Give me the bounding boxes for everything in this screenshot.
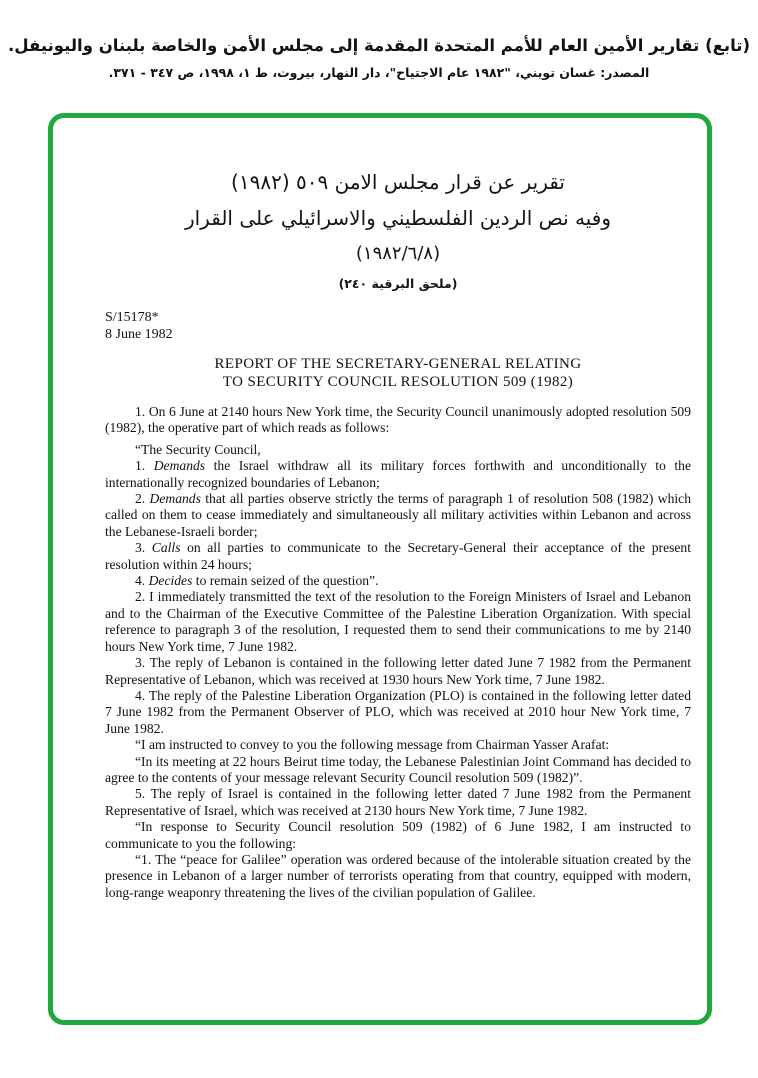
text-run: 5. The reply of Israel is contained in the following letter dated 7 June 1982 from the Permanent Representative of Israel, which was received at 2130 hours New York time, 7 June 1982. [105, 786, 691, 818]
arabic-title-line-2: وفيه نص الردين الفلسطيني والاسرائيلي على القرار [184, 206, 612, 230]
paragraph [105, 737, 691, 753]
text-run: the Israel withdraw all its military forces forthwith and unconditionally to the internationally recognized boundaries of Lebanon; [105, 458, 692, 490]
paragraph [105, 655, 691, 688]
paragraph [105, 754, 691, 787]
arabic-title-annex: (ملحق البرقية ٢٤٠) [338, 276, 458, 291]
page-header [0, 34, 758, 82]
text-run: 4. The reply of the Palestine Liberation Organization (PLO) is contained in the following letter dated 7 June 1982 from the Permanent Observer of PLO, which was received at 2010 hour New York time, 7 June 1982. [105, 687, 691, 736]
paragraph [105, 573, 691, 589]
text-run: “The Security Council, [135, 441, 261, 457]
body-paragraphs [105, 404, 691, 901]
text-run: 3. The reply of Lebanon is contained in the following letter dated June 7 1982 from the Permanent Representative of Lebanon, which was received at 1930 hours New York time, 7 June 1982. [105, 655, 691, 687]
italic-term: Decides [148, 573, 193, 589]
document-id-block [105, 310, 691, 343]
header-title-line: (تابع) تقارير الأمين العام للأمم المتحدة المقدمة إلى مجلس الأمن والخاصة بلبنان واليونيفل. [7, 36, 751, 55]
text-run: on all parties to communicate to the Secretary-General their acceptance of the present resolution within 24 hours; [105, 540, 691, 572]
english-title-line-2: TO SECURITY COUNCIL RESOLUTION 509 (1982) [222, 374, 574, 390]
text-run: to remain seized of the question”. [192, 573, 379, 589]
paragraph [105, 819, 691, 852]
paragraph [105, 852, 691, 901]
text-run: 4. [135, 573, 149, 589]
paragraph [105, 688, 691, 737]
text-run: 3. [135, 540, 152, 556]
italic-term: Demands [153, 458, 206, 474]
arabic-title-line-1: تقرير عن قرار مجلس الامن ٥٠٩ (١٩٨٢) [231, 170, 565, 194]
document-date: 8 June 1982 [105, 326, 173, 342]
text-run: 1. [135, 458, 154, 474]
paragraph [105, 404, 691, 437]
text-run: that all parties observe strictly the terms of paragraph 1 of resolution 508 (1982) which called on them to cease immediately and simultaneously all military activities within Lebanon and across the Lebanese-Israeli border; [105, 491, 692, 539]
paragraph [105, 540, 691, 573]
text-run: “I am instructed to convey to you the following message from Chairman Yasser Arafat: [135, 737, 610, 753]
paragraph [105, 442, 691, 458]
document-content [53, 118, 707, 901]
paragraph [105, 786, 691, 819]
italic-term: Demands [149, 491, 201, 507]
document-number: S/15178* [105, 310, 159, 325]
paragraph [105, 491, 691, 540]
paragraph [105, 458, 691, 491]
italic-term: Calls [151, 540, 181, 556]
header-source-line: المصدر: غسان تويني، "١٩٨٢ عام الاجتياح"، دار النهار، بيروت، ط ١، ١٩٩٨، ص ٣٤٧ - ٣٧١. [108, 65, 650, 80]
text-run: “1. The “peace for Galilee” operation was ordered because of the intolerable situation created by the presence in Lebanon of a larger number of terrorists operating from that country, equipped with modern, long-range weaponry threatening the lives of the civilian population of Galilee. [105, 851, 691, 900]
text-run: 2. [135, 491, 150, 507]
text-run: “In its meeting at 22 hours Beirut time today, the Lebanese Palestinian Joint Command has decided to agree to the contents of your message relevant Security Council resolution 509 (1982)”. [105, 753, 691, 785]
english-title-block [105, 355, 691, 391]
text-run: 2. I immediately transmitted the text of the resolution to the Foreign Ministers of Israel and Lebanon and to the Chairman of the Executive Committee of the Palestine Liberation Organization. With special reference to paragraph 3 of the resolution, I requested them to send their communications to me by 2140 hours New York time, 7 June 1982. [105, 589, 691, 654]
arabic-title-date: (١٩٨٢/٦/٨) [355, 243, 441, 264]
text-run: 1. On 6 June at 2140 hours New York time, the Security Council unanimously adopted resolution 509 (1982), the operative part of which reads as follows: [105, 404, 691, 436]
paragraph [105, 589, 691, 655]
text-run: “In response to Security Council resolution 509 (1982) of 6 June 1982, I am instructed to communicate to you the following: [105, 819, 691, 851]
english-title-line-1: REPORT OF THE SECRETARY-GENERAL RELATING [214, 356, 582, 372]
document-frame [48, 113, 712, 1025]
arabic-title-block [105, 164, 691, 296]
